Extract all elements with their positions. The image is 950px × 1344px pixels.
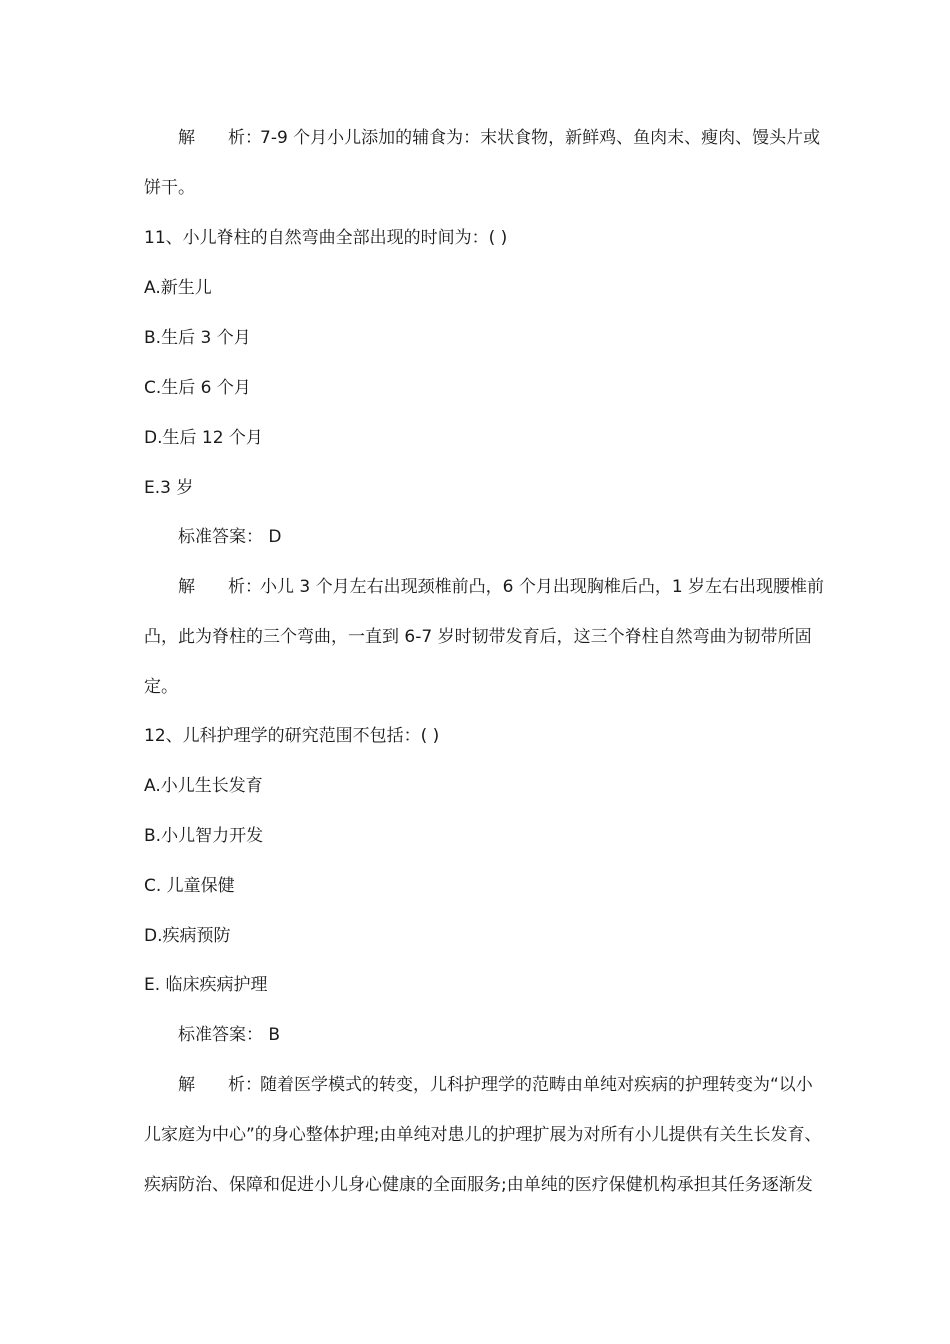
- analysis-label: 解 析：: [178, 128, 262, 148]
- q12-option-a: A.小儿生长发育: [144, 776, 263, 796]
- q11-option-b: B.生后 3 个月: [144, 328, 251, 348]
- q11-option-e: E.3 岁: [144, 478, 194, 498]
- q12-analysis-line-1: 解 析：随着医学模式的转变，儿科护理学的范畴由单纯对疾病的护理转变为“以小: [178, 1075, 813, 1095]
- q11-option-d: D.生后 12 个月: [144, 428, 263, 448]
- q10-analysis-line-1: 解 析：7-9 个月小儿添加的辅食为：末状食物，新鲜鸡、鱼肉末、瘦肉、馒头片或: [178, 128, 821, 148]
- q11-option-c: C.生后 6 个月: [144, 378, 251, 398]
- q12-question: 12、儿科护理学的研究范围不包括：( ): [144, 726, 440, 746]
- analysis-label: 解 析：: [178, 1075, 262, 1095]
- q12-analysis-line-2: 儿家庭为中心”的身心整体护理;由单纯对患儿的护理扩展为对所有小儿提供有关生长发育、: [144, 1125, 822, 1145]
- q11-analysis-line-2: 凸，此为脊柱的三个弯曲，一直到 6-7 岁时韧带发育后，这三个脊柱自然弯曲为韧带所固: [144, 627, 812, 647]
- q12-answer: 标准答案： B: [178, 1025, 281, 1045]
- q12-option-e: E. 临床疾病护理: [144, 975, 268, 995]
- q11-analysis-line-1: 解 析：小儿 3 个月左右出现颈椎前凸，6 个月出现胸椎后凸，1 岁左右出现腰椎前: [178, 577, 825, 597]
- q11-answer: 标准答案： D: [178, 527, 282, 547]
- q12-option-d: D.疾病预防: [144, 926, 231, 946]
- q10-analysis-line-2: 饼干。: [144, 178, 195, 198]
- q12-option-b: B.小儿智力开发: [144, 826, 264, 846]
- q12-analysis-line-3: 疾病防治、保障和促进小儿身心健康的全面服务;由单纯的医疗保健机构承担其任务逐渐发: [144, 1175, 813, 1195]
- q12-option-c: C. 儿童保健: [144, 876, 235, 896]
- q11-question: 11、小儿脊柱的自然弯曲全部出现的时间为：( ): [144, 228, 508, 248]
- q11-analysis-line-3: 定。: [144, 677, 178, 697]
- q11-option-a: A.新生儿: [144, 278, 212, 298]
- analysis-label: 解 析：: [178, 577, 262, 597]
